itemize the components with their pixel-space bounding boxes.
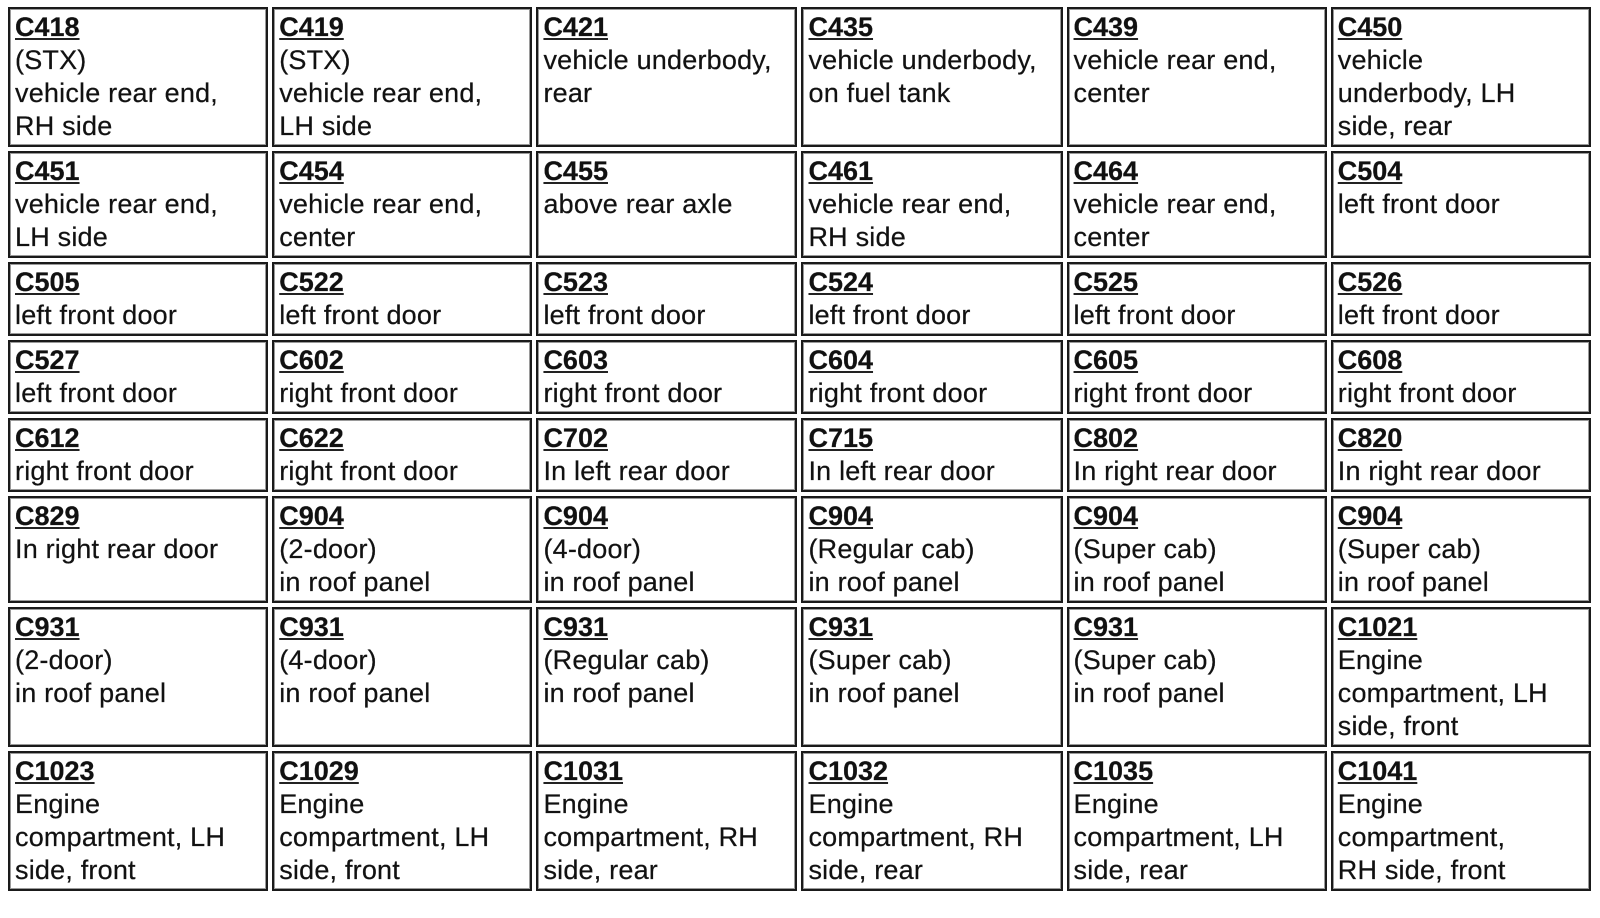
- connector-location-text: compartment, LH: [1337, 678, 1548, 708]
- connector-location-text: Engine: [279, 789, 365, 819]
- connector-location-text: left front door: [1337, 189, 1500, 219]
- connector-location-text: vehicle rear end,: [279, 189, 483, 219]
- connector-code: C419: [279, 12, 344, 42]
- connector-location-text: right front door: [543, 378, 723, 408]
- connector-location-text: RH side: [15, 111, 113, 141]
- connector-cell: [801, 340, 1062, 414]
- connector-location-text: (Super cab): [1073, 534, 1217, 564]
- connector-location-text: compartment,: [1337, 822, 1506, 852]
- connector-location-text: compartment, RH: [808, 822, 1024, 852]
- connector-location-text: in roof panel: [543, 678, 695, 708]
- connector-location-text: (Regular cab): [808, 534, 975, 564]
- connector-code: C602: [279, 345, 344, 375]
- connector-location-text: on fuel tank: [808, 78, 951, 108]
- connector-code: C522: [279, 267, 344, 297]
- connector-location-text: right front door: [1073, 378, 1253, 408]
- connector-table-body: [8, 7, 1591, 891]
- connector-cell: [1331, 607, 1591, 747]
- connector-location-text: in roof panel: [279, 567, 431, 597]
- connector-code: C418: [15, 12, 80, 42]
- connector-location-text: (4-door): [543, 534, 642, 564]
- connector-cell: [8, 751, 268, 891]
- connector-cell: [801, 262, 1062, 336]
- connector-location-text: vehicle: [1337, 45, 1424, 75]
- connector-cell: [8, 262, 268, 336]
- connector-cell: [1331, 496, 1591, 603]
- connector-cell: [1067, 418, 1327, 492]
- connector-cell: [8, 340, 268, 414]
- connector-location-text: rear: [543, 78, 593, 108]
- connector-code: C715: [808, 423, 874, 453]
- connector-location-text: side, rear: [1073, 855, 1189, 885]
- table-row: [8, 418, 1591, 492]
- table-row: [8, 151, 1591, 258]
- connector-cell: [272, 340, 532, 414]
- connector-code: C829: [15, 501, 80, 531]
- connector-cell: [272, 751, 532, 891]
- connector-code: C527: [15, 345, 80, 375]
- connector-cell: [536, 607, 797, 747]
- connector-cell: [8, 418, 268, 492]
- connector-location-text: left front door: [543, 300, 706, 330]
- connector-code: C1031: [543, 756, 624, 786]
- connector-code: C820: [1337, 423, 1403, 453]
- connector-location-text: compartment, LH: [1073, 822, 1284, 852]
- connector-location-text: side, rear: [543, 855, 658, 885]
- connector-location-table: [4, 3, 1595, 895]
- connector-code: C904: [543, 501, 608, 531]
- connector-location-text: vehicle rear end,: [15, 78, 219, 108]
- connector-cell: [536, 262, 797, 336]
- connector-cell: [272, 7, 532, 147]
- connector-code: C439: [1073, 12, 1139, 42]
- connector-code: C604: [808, 345, 874, 375]
- connector-cell: [1331, 751, 1591, 891]
- connector-code: C612: [15, 423, 80, 453]
- connector-location-text: right front door: [1337, 378, 1517, 408]
- connector-location-text: left front door: [279, 300, 442, 330]
- table-row: [8, 751, 1591, 891]
- connector-location-text: in roof panel: [15, 678, 167, 708]
- connector-location-text: side, front: [1337, 711, 1459, 741]
- connector-location-text: vehicle underbody,: [543, 45, 772, 75]
- connector-code: C525: [1073, 267, 1139, 297]
- connector-code: C461: [808, 156, 874, 186]
- connector-location-text: (STX): [15, 45, 87, 75]
- connector-code: C904: [1073, 501, 1139, 531]
- connector-location-text: side, front: [15, 855, 136, 885]
- connector-cell: [1067, 607, 1327, 747]
- connector-location-text: right front door: [808, 378, 988, 408]
- connector-location-text: (2-door): [279, 534, 377, 564]
- connector-location-text: Engine: [808, 789, 894, 819]
- connector-cell: [1331, 151, 1591, 258]
- connector-code: C1035: [1073, 756, 1154, 786]
- connector-cell: [801, 151, 1062, 258]
- connector-cell: [272, 607, 532, 747]
- connector-location-text: right front door: [279, 378, 459, 408]
- connector-location-text: Engine: [1337, 789, 1424, 819]
- connector-location-text: compartment, RH: [543, 822, 758, 852]
- connector-location-text: in roof panel: [1073, 678, 1225, 708]
- connector-code: C451: [15, 156, 80, 186]
- connector-code: C450: [1337, 12, 1403, 42]
- connector-location-text: In right rear door: [1337, 456, 1541, 486]
- connector-cell: [1067, 262, 1327, 336]
- connector-location-text: Engine: [1073, 789, 1159, 819]
- connector-location-text: (STX): [279, 45, 351, 75]
- connector-location-text: in roof panel: [1337, 567, 1489, 597]
- connector-location-text: Engine: [15, 789, 101, 819]
- connector-location-text: center: [1073, 78, 1150, 108]
- connector-location-text: RH side, front: [1337, 855, 1506, 885]
- connector-cell: [272, 418, 532, 492]
- connector-cell: [1067, 151, 1327, 258]
- connector-location-text: in roof panel: [543, 567, 695, 597]
- connector-code: C455: [543, 156, 608, 186]
- connector-cell: [1067, 496, 1327, 603]
- connector-code: C931: [808, 612, 874, 642]
- connector-location-text: right front door: [15, 456, 194, 486]
- connector-cell: [8, 496, 268, 603]
- connector-location-text: (Super cab): [1337, 534, 1482, 564]
- connector-location-text: In right rear door: [15, 534, 219, 564]
- table-row: [8, 7, 1591, 147]
- connector-cell: [536, 7, 797, 147]
- table-row: [8, 262, 1591, 336]
- connector-code: C605: [1073, 345, 1139, 375]
- connector-code: C1023: [15, 756, 95, 786]
- connector-code: C931: [279, 612, 344, 642]
- connector-cell: [536, 496, 797, 603]
- connector-cell: [1067, 340, 1327, 414]
- connector-location-text: above rear axle: [543, 189, 733, 219]
- connector-cell: [801, 496, 1062, 603]
- connector-location-text: LH side: [279, 111, 373, 141]
- connector-location-text: underbody, LH: [1337, 78, 1516, 108]
- connector-location-text: vehicle rear end,: [15, 189, 219, 219]
- connector-code: C608: [1337, 345, 1403, 375]
- connector-location-text: center: [279, 222, 356, 252]
- connector-code: C702: [543, 423, 608, 453]
- connector-code: C524: [808, 267, 874, 297]
- connector-code: C904: [1337, 501, 1403, 531]
- connector-cell: [801, 418, 1062, 492]
- connector-location-text: vehicle rear end,: [808, 189, 1012, 219]
- connector-location-text: right front door: [279, 456, 459, 486]
- connector-code: C1041: [1337, 756, 1418, 786]
- connector-location-text: side, rear: [808, 855, 924, 885]
- connector-location-text: in roof panel: [808, 678, 960, 708]
- connector-location-text: left front door: [15, 378, 178, 408]
- connector-code: C523: [543, 267, 608, 297]
- connector-code: C931: [1073, 612, 1139, 642]
- connector-cell: [801, 607, 1062, 747]
- connector-code: C526: [1337, 267, 1403, 297]
- connector-code: C435: [808, 12, 874, 42]
- connector-cell: [801, 751, 1062, 891]
- connector-location-text: in roof panel: [808, 567, 960, 597]
- connector-code: C504: [1337, 156, 1403, 186]
- connector-location-text: Engine: [1337, 645, 1424, 675]
- connector-location-text: side, front: [279, 855, 400, 885]
- connector-location-text: left front door: [1073, 300, 1236, 330]
- connector-cell: [8, 607, 268, 747]
- connector-code: C603: [543, 345, 608, 375]
- connector-location-text: (4-door): [279, 645, 377, 675]
- connector-cell: [1331, 418, 1591, 492]
- table-row: [8, 340, 1591, 414]
- connector-location-text: In left rear door: [808, 456, 995, 486]
- connector-location-text: (Super cab): [1073, 645, 1217, 675]
- connector-cell: [536, 418, 797, 492]
- connector-cell: [272, 496, 532, 603]
- connector-cell: [8, 151, 268, 258]
- table-row: [8, 496, 1591, 603]
- connector-location-text: LH side: [15, 222, 108, 252]
- connector-code: C1021: [1337, 612, 1418, 642]
- connector-code: C505: [15, 267, 80, 297]
- connector-location-text: Engine: [543, 789, 629, 819]
- connector-location-text: left front door: [15, 300, 178, 330]
- table-row: [8, 607, 1591, 747]
- connector-location-text: In left rear door: [543, 456, 730, 486]
- connector-location-text: in roof panel: [279, 678, 431, 708]
- connector-code: C421: [543, 12, 608, 42]
- connector-code: C454: [279, 156, 344, 186]
- connector-cell: [272, 262, 532, 336]
- connector-location-text: in roof panel: [1073, 567, 1225, 597]
- connector-location-text: compartment, LH: [279, 822, 490, 852]
- connector-cell: [536, 151, 797, 258]
- connector-cell: [1331, 262, 1591, 336]
- connector-code: C931: [543, 612, 608, 642]
- connector-cell: [1067, 751, 1327, 891]
- connector-code: C1029: [279, 756, 359, 786]
- connector-cell: [8, 7, 268, 147]
- connector-location-text: vehicle rear end,: [279, 78, 483, 108]
- connector-cell: [1331, 7, 1591, 147]
- connector-location-text: compartment, LH: [15, 822, 226, 852]
- connector-cell: [801, 7, 1062, 147]
- connector-cell: [1067, 7, 1327, 147]
- connector-location-text: side, rear: [1337, 111, 1453, 141]
- connector-location-text: In right rear door: [1073, 456, 1277, 486]
- connector-code: C802: [1073, 423, 1139, 453]
- connector-cell: [536, 340, 797, 414]
- connector-code: C622: [279, 423, 344, 453]
- connector-location-text: left front door: [808, 300, 971, 330]
- connector-location-text: vehicle underbody,: [808, 45, 1037, 75]
- connector-location-text: RH side: [808, 222, 906, 252]
- connector-location-text: vehicle rear end,: [1073, 45, 1277, 75]
- connector-code: C904: [808, 501, 874, 531]
- connector-cell: [536, 751, 797, 891]
- connector-code: C904: [279, 501, 344, 531]
- connector-location-text: (Super cab): [808, 645, 952, 675]
- connector-location-text: center: [1073, 222, 1150, 252]
- connector-code: C464: [1073, 156, 1139, 186]
- connector-code: C931: [15, 612, 80, 642]
- connector-location-text: (2-door): [15, 645, 113, 675]
- connector-location-text: vehicle rear end,: [1073, 189, 1277, 219]
- connector-cell: [1331, 340, 1591, 414]
- connector-cell: [272, 151, 532, 258]
- connector-location-text: left front door: [1337, 300, 1500, 330]
- connector-location-text: (Regular cab): [543, 645, 710, 675]
- connector-code: C1032: [808, 756, 889, 786]
